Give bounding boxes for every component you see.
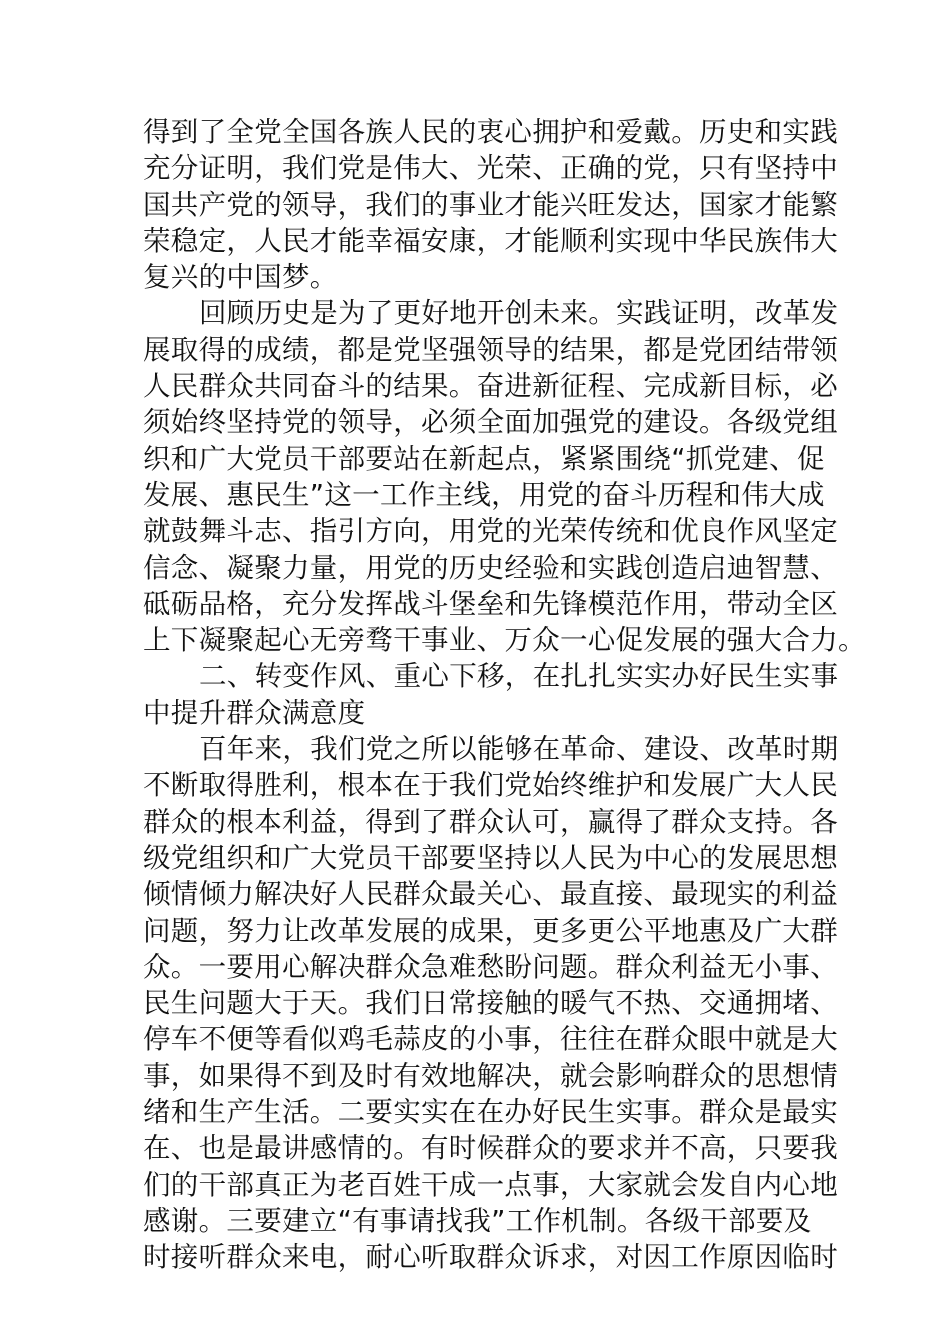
text-line: 时接听群众来电，耐心听取群众诉求，对因工作原因临时 (143, 1241, 838, 1274)
text-line: 得到了全党全国各族人民的衷心拥护和爱戴。历史和实践 (143, 116, 838, 148)
text-line: 问题，努力让改革发展的成果，更多更公平地惠及广大群 (143, 914, 838, 947)
body-text (143, 114, 866, 1276)
text-line: 在、也是最讲感情的。有时候群众的要求并不高，只要我 (143, 1132, 838, 1165)
text-line: 民生问题大于天。我们日常接触的暖气不热、交通拥堵、 (143, 987, 838, 1020)
text-line: 级党组织和广大党员干部要坚持以人民为中心的发展思想 (143, 841, 838, 874)
text-line: 上下凝聚起心无旁骛干事业、万众一心促发展的强大合力。 (143, 624, 866, 657)
text-line: 复兴的中国梦。 (143, 261, 338, 294)
text-line: 就鼓舞斗志、指引方向，用党的光荣传统和优良作风坚定 (143, 515, 838, 548)
text-line: 群众的根本利益，得到了群众认可，赢得了群众支持。各 (143, 805, 838, 838)
text-line: 须始终坚持党的领导，必须全面加强党的建设。各级党组 (143, 406, 838, 439)
paragraph-first-line: 回顾历史是为了更好地开创未来。实践证明，改革发 (199, 297, 839, 330)
text-line: 充分证明，我们党是伟大、光荣、正确的党，只有坚持中 (143, 152, 838, 185)
text-line: 倾情倾力解决好人民群众最关心、最直接、最现实的利益 (143, 878, 838, 911)
text-line: 众。一要用心解决群众急难愁盼问题。群众利益无小事、 (143, 950, 838, 983)
text-line: 砥砺品格，充分发挥战斗堡垒和先锋模范作用，带动全区 (143, 587, 838, 620)
text-line: 国共产党的领导，我们的事业才能兴旺发达，国家才能繁 (143, 188, 838, 221)
text-line: 织和广大党员干部要站在新起点，紧紧围绕“抓党建、促 (143, 442, 825, 475)
text-line: 感谢。三要建立“有事请找我”工作机制。各级干部要及 (143, 1204, 812, 1237)
text-line: 中提升群众满意度 (143, 696, 366, 729)
text-line: 发展、惠民生”这一工作主线，用党的奋斗历程和伟大成 (143, 478, 825, 511)
paragraph-first-line: 二、转变作风、重心下移，在扎扎实实办好民生实事 (199, 660, 839, 693)
text-line: 绪和生产生活。二要实实在在办好民生实事。群众是最实 (143, 1096, 838, 1129)
text-line: 信念、凝聚力量，用党的历史经验和实践创造启迪智慧、 (143, 551, 838, 584)
text-line: 们的干部真正为老百姓干成一点事，大家就会发自内心地 (143, 1168, 838, 1201)
text-line: 展取得的成绩，都是党坚强领导的结果，都是党团结带领 (143, 333, 838, 366)
text-line: 荣稳定，人民才能幸福安康，才能顺利实现中华民族伟大 (143, 224, 838, 257)
text-line: 停车不便等看似鸡毛蒜皮的小事，往往在群众眼中就是大 (143, 1023, 838, 1056)
paragraph-first-line: 百年来，我们党之所以能够在革命、建设、改革时期 (199, 733, 839, 766)
text-line: 事，如果得不到及时有效地解决，就会影响群众的思想情 (143, 1059, 838, 1092)
text-line: 不断取得胜利，根本在于我们党始终维护和发展广大人民 (143, 769, 838, 802)
text-line: 人民群众共同奋斗的结果。奋进新征程、完成新目标，必 (143, 370, 838, 403)
